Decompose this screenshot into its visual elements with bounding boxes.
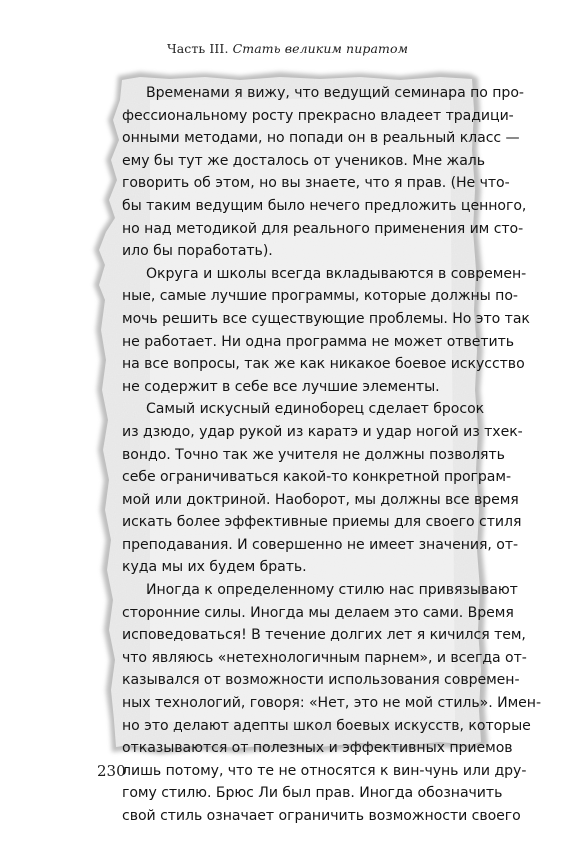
running-head — [0, 41, 575, 56]
text-line: отказываются от полезных и эффективных приемов — [122, 740, 513, 757]
text-line: себе ограничиваться какой-то конкретной програм- — [122, 469, 511, 486]
text-line: ему бы тут же досталось от учеников. Мне жаль — [122, 152, 485, 169]
text-line: фессиональному росту прекрасно владеет традици- — [122, 107, 514, 124]
page-number: 230 — [97, 762, 126, 780]
text-line: онными методами, но попади он в реальный класс — — [122, 130, 520, 147]
text-line: Временами я вижу, что ведущий семинара по про- — [146, 85, 524, 101]
body-text — [122, 82, 541, 828]
text-line: ных технологий, говоря: «Нет, это не мой стиль». Имен- — [122, 695, 541, 712]
text-line: не содержит в себе все лучшие элементы. — [122, 378, 440, 395]
text-line: гому стилю. Брюс Ли был прав. Иногда обозначить — [122, 785, 503, 802]
text-line: ные, самые лучшие программы, которые должны по- — [122, 288, 518, 305]
running-head-title: Стать великим пиратом — [232, 41, 409, 56]
running-head-part: Часть III. — [166, 41, 229, 56]
text-line: куда мы их будем брать. — [122, 559, 307, 576]
text-line: мочь решить все существующие проблемы. Но это так — [122, 310, 530, 327]
text-line: но это делают адепты школ боевых искусств, которые — [122, 717, 531, 734]
text-line: Округа и школы всегда вкладываются в современ- — [146, 265, 527, 282]
text-line: из дзюдо, удар рукой из каратэ и удар ногой из тхек- — [122, 423, 523, 440]
text-line: ило бы поработать). — [122, 243, 273, 260]
text-line: преподавания. И совершенно не имеет значения, от- — [122, 536, 519, 553]
text-line: что являюсь «нетехнологичным парнем», и всегда от- — [122, 649, 527, 666]
text-line: говорить об этом, но вы знаете, что я прав. (Не что- — [122, 175, 510, 192]
text-line: Самый искусный единоборец сделает бросок — [146, 401, 485, 418]
text-line: мой или доктриной. Наоборот, мы должны все время — [122, 491, 519, 508]
text-line: сторонние силы. Иногда мы делаем это сами. Время — [122, 604, 514, 621]
text-line: на все вопросы, так же как никакое боевое искусство — [122, 356, 525, 373]
text-line: вондо. Точно так же учителя не должны позволять — [122, 446, 505, 463]
text-line: Иногда к определенному стилю нас привязывают — [146, 582, 518, 599]
text-line: казывался от возможности использования современ- — [122, 672, 520, 689]
text-line: бы таким ведущим было нечего предложить ценного, — [122, 197, 527, 214]
text-line: лишь потому, что те не относятся к вин-чунь или дру- — [122, 762, 527, 779]
text-line: исповедоваться! В течение долгих лет я кичился тем, — [122, 627, 526, 644]
text-line: но над методикой для реального применения им сто- — [122, 220, 524, 237]
text-line: не работает. Ни одна программа не может ответить — [122, 333, 515, 350]
text-line: искать более эффективные приемы для своего стиля — [122, 514, 522, 531]
text-line: свой стиль означает ограничить возможности своего — [122, 808, 521, 824]
